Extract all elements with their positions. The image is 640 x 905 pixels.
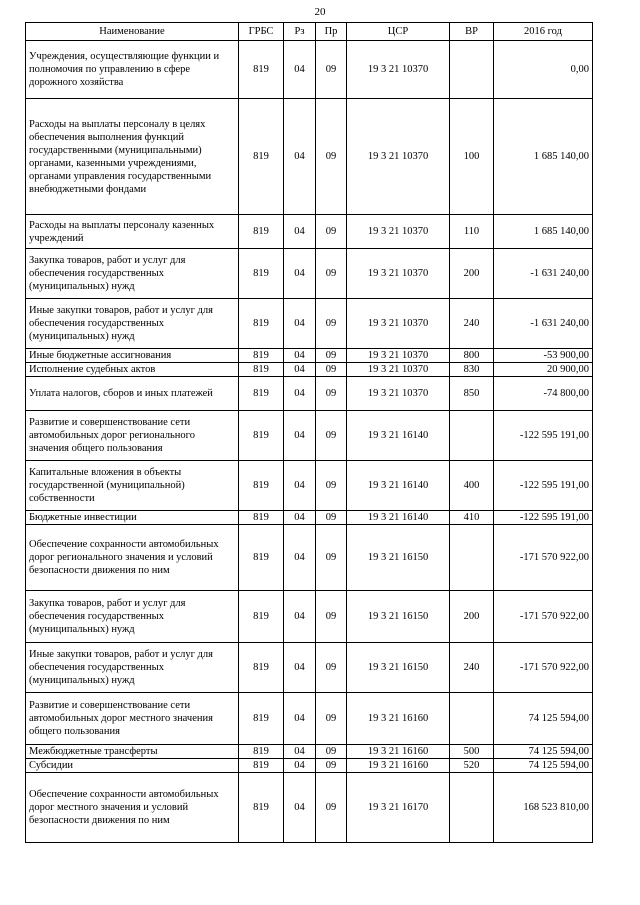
- row-pr: 09: [316, 745, 347, 759]
- row-name: Закупка товаров, работ и услуг для обеспечения государственных (муниципальных) нужд: [26, 591, 239, 643]
- row-grbs: 819: [239, 693, 284, 745]
- table-row: [26, 411, 593, 461]
- row-grbs: 819: [239, 299, 284, 349]
- row-vr: [450, 525, 494, 591]
- row-grbs: 819: [239, 643, 284, 693]
- row-csr: 19 3 21 16150: [347, 525, 450, 591]
- row-vr: 520: [450, 759, 494, 773]
- row-csr: 19 3 21 16160: [347, 745, 450, 759]
- row-name: Закупка товаров, работ и услуг для обеспечения государственных (муниципальных) нужд: [26, 249, 239, 299]
- row-amount: 20 900,00: [494, 363, 593, 377]
- row-vr: [450, 773, 494, 843]
- row-pr: 09: [316, 377, 347, 411]
- row-amount: 168 523 810,00: [494, 773, 593, 843]
- page-number: 20: [314, 6, 326, 18]
- row-rz: 04: [284, 511, 316, 525]
- row-vr: [450, 693, 494, 745]
- row-name: Учреждения, осуществляющие функции и полномочия по управлению в сфере дорожного хозяйства: [26, 41, 239, 99]
- table-row: [26, 215, 593, 249]
- row-rz: 04: [284, 693, 316, 745]
- row-amount: 1 685 140,00: [494, 99, 593, 215]
- row-vr: 830: [450, 363, 494, 377]
- row-name: Обеспечение сохранности автомобильных дорог местного значения и условий безопасности движения по ним: [26, 773, 239, 843]
- table-row: [26, 363, 593, 377]
- table-row: [26, 299, 593, 349]
- row-name: Расходы на выплаты персоналу в целях обеспечения выполнения функций государственными (муниципальными) органами, казенными учреждениями, органами управления государственными внебюджетными фондами: [26, 99, 239, 215]
- row-grbs: 819: [239, 759, 284, 773]
- row-pr: 09: [316, 773, 347, 843]
- row-pr: 09: [316, 349, 347, 363]
- row-pr: 09: [316, 461, 347, 511]
- row-vr: 500: [450, 745, 494, 759]
- row-pr: 09: [316, 411, 347, 461]
- row-csr: 19 3 21 16150: [347, 643, 450, 693]
- table-row: [26, 643, 593, 693]
- row-csr: 19 3 21 10370: [347, 215, 450, 249]
- row-rz: 04: [284, 461, 316, 511]
- row-rz: 04: [284, 299, 316, 349]
- row-amount: -171 570 922,00: [494, 591, 593, 643]
- row-pr: 09: [316, 99, 347, 215]
- row-csr: 19 3 21 10370: [347, 363, 450, 377]
- row-rz: 04: [284, 363, 316, 377]
- table-row: [26, 461, 593, 511]
- row-amount: 74 125 594,00: [494, 693, 593, 745]
- row-amount: 1 685 140,00: [494, 215, 593, 249]
- row-vr: 110: [450, 215, 494, 249]
- table-row: [26, 773, 593, 843]
- row-csr: 19 3 21 16140: [347, 411, 450, 461]
- table-row: [26, 99, 593, 215]
- row-name: Бюджетные инвестиции: [26, 511, 239, 525]
- row-csr: 19 3 21 16170: [347, 773, 450, 843]
- budget-table: [25, 22, 593, 843]
- row-pr: 09: [316, 525, 347, 591]
- row-rz: 04: [284, 377, 316, 411]
- row-name: Капитальные вложения в объекты государственной (муниципальной) собственности: [26, 461, 239, 511]
- row-grbs: 819: [239, 363, 284, 377]
- row-vr: 800: [450, 349, 494, 363]
- table-row: [26, 41, 593, 99]
- row-vr: 100: [450, 99, 494, 215]
- row-vr: 240: [450, 299, 494, 349]
- row-csr: 19 3 21 10370: [347, 299, 450, 349]
- header-csr: ЦСР: [347, 23, 450, 41]
- row-rz: 04: [284, 525, 316, 591]
- row-csr: 19 3 21 10370: [347, 41, 450, 99]
- row-grbs: 819: [239, 377, 284, 411]
- row-grbs: 819: [239, 215, 284, 249]
- row-rz: 04: [284, 773, 316, 843]
- row-pr: 09: [316, 299, 347, 349]
- row-rz: 04: [284, 41, 316, 99]
- row-name: Обеспечение сохранности автомобильных дорог регионального значения и условий безопасности движения по ним: [26, 525, 239, 591]
- row-amount: -171 570 922,00: [494, 525, 593, 591]
- row-grbs: 819: [239, 411, 284, 461]
- table-row: [26, 349, 593, 363]
- row-csr: 19 3 21 10370: [347, 249, 450, 299]
- row-rz: 04: [284, 643, 316, 693]
- row-grbs: 819: [239, 461, 284, 511]
- row-csr: 19 3 21 16140: [347, 511, 450, 525]
- row-grbs: 819: [239, 525, 284, 591]
- table-row: [26, 511, 593, 525]
- row-grbs: 819: [239, 773, 284, 843]
- row-vr: 200: [450, 249, 494, 299]
- row-vr: 200: [450, 591, 494, 643]
- row-csr: 19 3 21 10370: [347, 377, 450, 411]
- row-amount: -122 595 191,00: [494, 511, 593, 525]
- row-pr: 09: [316, 363, 347, 377]
- row-vr: 410: [450, 511, 494, 525]
- table-row: [26, 591, 593, 643]
- row-rz: 04: [284, 99, 316, 215]
- row-amount: -122 595 191,00: [494, 461, 593, 511]
- table-row: [26, 249, 593, 299]
- row-grbs: 819: [239, 249, 284, 299]
- row-vr: 850: [450, 377, 494, 411]
- row-name: Исполнение судебных актов: [26, 363, 239, 377]
- row-name: Развитие и совершенствование сети автомобильных дорог местного значения общего пользования: [26, 693, 239, 745]
- row-rz: 04: [284, 745, 316, 759]
- header-rz: Рз: [284, 23, 316, 41]
- row-amount: 74 125 594,00: [494, 745, 593, 759]
- header-name: Наименование: [26, 23, 239, 41]
- row-amount: -53 900,00: [494, 349, 593, 363]
- row-pr: 09: [316, 759, 347, 773]
- row-vr: [450, 411, 494, 461]
- row-csr: 19 3 21 16160: [347, 693, 450, 745]
- row-vr: [450, 41, 494, 99]
- row-pr: 09: [316, 591, 347, 643]
- row-rz: 04: [284, 349, 316, 363]
- row-pr: 09: [316, 693, 347, 745]
- row-grbs: 819: [239, 349, 284, 363]
- row-name: Иные закупки товаров, работ и услуг для обеспечения государственных (муниципальных) нужд: [26, 299, 239, 349]
- row-rz: 04: [284, 411, 316, 461]
- row-amount: -1 631 240,00: [494, 299, 593, 349]
- row-csr: 19 3 21 10370: [347, 99, 450, 215]
- header-vr: ВР: [450, 23, 494, 41]
- table-row: [26, 693, 593, 745]
- row-name: Развитие и совершенствование сети автомобильных дорог регионального значения общего пользования: [26, 411, 239, 461]
- row-vr: 240: [450, 643, 494, 693]
- row-grbs: 819: [239, 745, 284, 759]
- table-header-row: [26, 23, 593, 41]
- row-csr: 19 3 21 16160: [347, 759, 450, 773]
- header-grbs: ГРБС: [239, 23, 284, 41]
- row-grbs: 819: [239, 591, 284, 643]
- row-rz: 04: [284, 249, 316, 299]
- row-rz: 04: [284, 591, 316, 643]
- table-row: [26, 745, 593, 759]
- row-name: Межбюджетные трансферты: [26, 745, 239, 759]
- table-row: [26, 525, 593, 591]
- row-vr: 400: [450, 461, 494, 511]
- row-grbs: 819: [239, 511, 284, 525]
- row-name: Иные бюджетные ассигнования: [26, 349, 239, 363]
- row-name: Иные закупки товаров, работ и услуг для обеспечения государственных (муниципальных) нужд: [26, 643, 239, 693]
- row-pr: 09: [316, 511, 347, 525]
- row-name: Уплата налогов, сборов и иных платежей: [26, 377, 239, 411]
- row-pr: 09: [316, 643, 347, 693]
- header-year: 2016 год: [494, 23, 593, 41]
- row-amount: 0,00: [494, 41, 593, 99]
- row-csr: 19 3 21 16150: [347, 591, 450, 643]
- row-amount: -122 595 191,00: [494, 411, 593, 461]
- table-row: [26, 759, 593, 773]
- row-amount: -74 800,00: [494, 377, 593, 411]
- row-amount: -171 570 922,00: [494, 643, 593, 693]
- table-row: [26, 377, 593, 411]
- row-csr: 19 3 21 16140: [347, 461, 450, 511]
- row-pr: 09: [316, 249, 347, 299]
- row-name: Расходы на выплаты персоналу казенных учреждений: [26, 215, 239, 249]
- row-csr: 19 3 21 10370: [347, 349, 450, 363]
- row-grbs: 819: [239, 41, 284, 99]
- row-rz: 04: [284, 215, 316, 249]
- row-amount: -1 631 240,00: [494, 249, 593, 299]
- row-name: Субсидии: [26, 759, 239, 773]
- row-rz: 04: [284, 759, 316, 773]
- header-pr: Пр: [316, 23, 347, 41]
- row-grbs: 819: [239, 99, 284, 215]
- row-pr: 09: [316, 215, 347, 249]
- row-pr: 09: [316, 41, 347, 99]
- row-amount: 74 125 594,00: [494, 759, 593, 773]
